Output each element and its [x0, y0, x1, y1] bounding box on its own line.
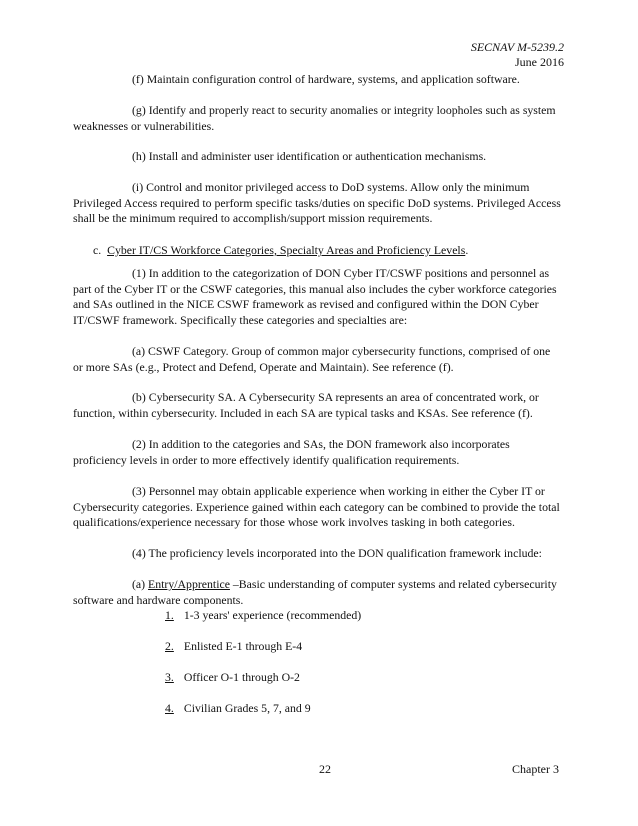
list-item-text: 1-3 years' experience (recommended)	[183, 608, 362, 622]
section-c-label: c.	[93, 243, 102, 257]
paragraph-4a-text: –Basic understanding of computer systems and related cybersecurity software and hardware components.	[73, 577, 557, 607]
section-c-heading	[73, 243, 563, 259]
page-header	[471, 40, 564, 70]
paragraph-4: (4) The proficiency levels incorporated into the DON qualification framework include:	[132, 546, 542, 560]
list-item-number: 3.	[165, 670, 174, 684]
list-item-number: 4.	[165, 701, 174, 715]
page-number: 22	[319, 762, 331, 776]
paragraph-3: (3) Personnel may obtain applicable experience when working in either the Cyber IT or Cybersecurity categories. Experience gained within each category can be combined to provide the total qualifications/experience necessary for those whose work involves tasking in both categories.	[73, 484, 560, 530]
paragraph-g: (g) Identify and properly react to security anomalies or integrity loopholes such as system weaknesses or vulnerabilities.	[73, 103, 556, 133]
paragraph-i: (i) Control and monitor privileged access to DoD systems. Allow only the minimum Privileged Access required to perform specific tasks/duties on specific DoD systems. Privileged Access shall be the minimum required to accomplish/support mission requirements.	[73, 180, 561, 226]
paragraph-4a-label: (a)	[132, 577, 149, 591]
paragraph-f: (f) Maintain configuration control of hardware, systems, and application software.	[132, 72, 520, 86]
list-item-text: Enlisted E-1 through E-4	[183, 639, 303, 653]
list-item-number: 1.	[165, 608, 174, 622]
paragraph-h: (h) Install and administer user identification or authentication mechanisms.	[132, 149, 487, 163]
section-c-title: Cyber IT/CS Workforce Categories, Specialty Areas and Proficiency Levels	[107, 243, 466, 257]
paragraph-2: (2) In addition to the categories and SAs, the DON framework also incorporates proficiency levels in order to more effectively identify qualification requirements.	[73, 437, 510, 467]
paragraph-4a	[73, 577, 563, 608]
paragraph-1a: (a) CSWF Category. Group of common major cybersecurity functions, comprised of one or more SAs (e.g., Protect and Defend, Operate and Maintain). See reference (f).	[73, 344, 551, 374]
document-id: SECNAV M-5239.2	[470, 40, 564, 54]
paragraph-4a-term: Entry/Apprentice	[148, 577, 230, 591]
list-item	[165, 608, 361, 623]
chapter-label: Chapter 3	[512, 762, 559, 776]
list-item	[165, 670, 300, 685]
paragraph-1b: (b) Cybersecurity SA. A Cybersecurity SA represents an area of concentrated work, or function, within cybersecurity. Included in each SA are typical tasks and KSAs. See reference (f).	[73, 390, 539, 420]
paragraph-1: (1) In addition to the categorization of DON Cyber IT/CSWF positions and personnel as part of the Cyber IT or the CSWF categories, this manual also includes the cyber workforce categories and SAs outlined in the NICE CSWF framework as revised and configured within the DON Cyber IT/CSWF framework. Specifically these categories and specialties are:	[73, 266, 557, 327]
list-item	[165, 639, 302, 654]
section-c-period: .	[465, 243, 469, 257]
list-item	[165, 701, 311, 716]
document-date: June 2016	[515, 55, 564, 69]
list-item-text: Civilian Grades 5, 7, and 9	[183, 701, 311, 715]
list-item-text: Officer O-1 through O-2	[183, 670, 300, 684]
list-item-number: 2.	[165, 639, 174, 653]
